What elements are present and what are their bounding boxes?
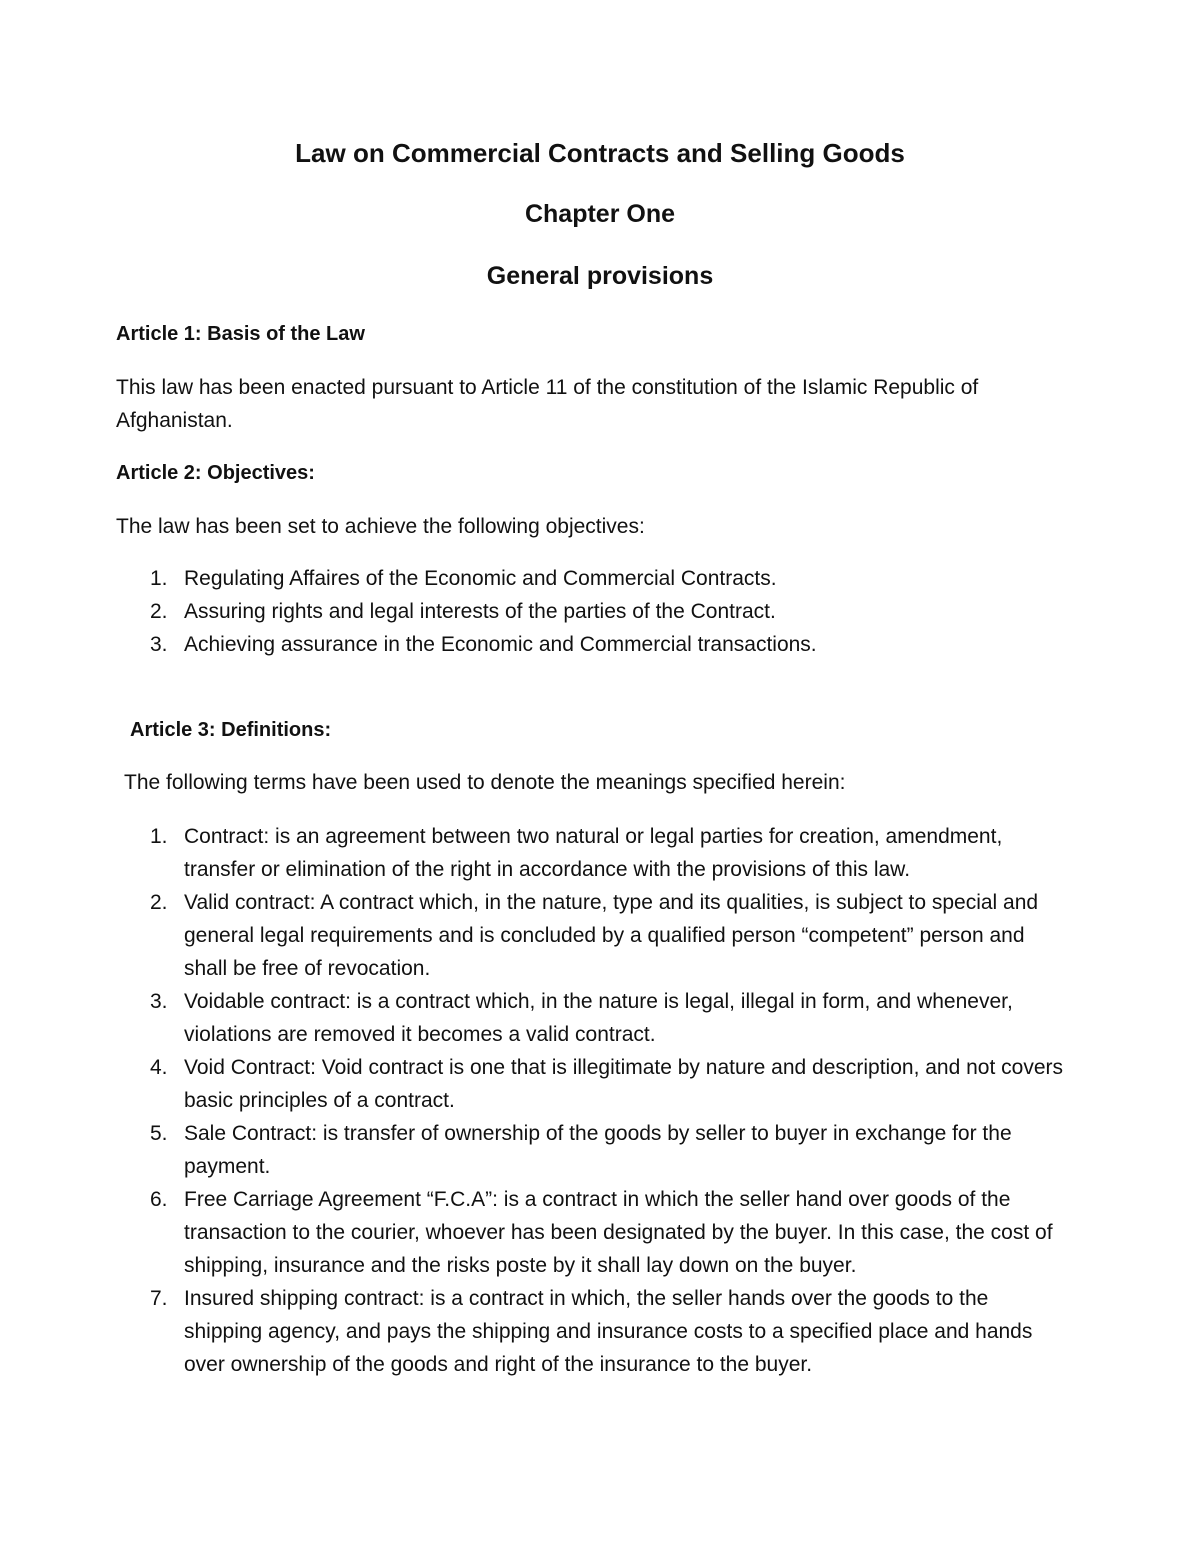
definitions-list [116,820,1066,1381]
list-item [116,886,1066,985]
article-1-text: This law has been enacted pursuant to Article 11 of the constitution of the Islamic Republic of Afghanistan. [116,376,979,432]
article-3-heading: Article 3: Definitions: [130,719,332,741]
list-item-text: Assuring rights and legal interests of the parties of the Contract. [184,600,776,623]
list-item-number: 1. [150,825,168,848]
list-item [116,1117,1066,1183]
list-item-text: Regulating Affaires of the Economic and Commercial Contracts. [184,567,777,590]
list-item-text: Free Carriage Agreement “F.C.A”: is a contract in which the seller hand over goods of the transaction to the courier, whoever has been designated by the buyer. In this case, the cost of shipping, insurance and the risks poste by it shall lay down on the buyer. [184,1188,1053,1277]
list-item-text: Void Contract: Void contract is one that is illegitimate by nature and description, and not covers basic principles of a contract. [184,1056,1063,1112]
article-1-heading: Article 1: Basis of the Law [116,323,365,345]
list-item-text: Contract: is an agreement between two natural or legal parties for creation, amendment, transfer or elimination of the right in accordance with the provisions of this law. [184,825,1003,881]
list-item [116,1051,1066,1117]
list-item [116,595,1066,628]
list-item-number: 1. [150,567,168,590]
objectives-list [116,562,1066,661]
section-heading: General provisions [486,262,714,290]
list-item [116,820,1066,886]
document-title: Law on Commercial Contracts and Selling Goods [295,138,905,168]
article-3-intro: The following terms have been used to denote the meanings specified herein: [124,771,846,794]
list-item-text: Voidable contract: is a contract which, in the nature is legal, illegal in form, and whenever, violations are removed it becomes a valid contract. [184,990,1013,1046]
list-item-number: 4. [150,1056,168,1079]
list-item-number: 2. [150,600,168,623]
list-item-text: Sale Contract: is transfer of ownership of the goods by seller to buyer in exchange for the payment. [184,1122,1012,1178]
list-item [116,1282,1066,1381]
list-item-number: 3. [150,633,168,656]
list-item-number: 7. [150,1287,168,1310]
list-item [116,1183,1066,1282]
list-item [116,985,1066,1051]
article-2-heading: Article 2: Objectives: [116,462,315,484]
list-item-text: Insured shipping contract: is a contract in which, the seller hands over the goods to the shipping agency, and pays the shipping and insurance costs to a specified place and hands over ownership of the goods and right of the insurance to the buyer. [184,1287,1033,1376]
list-item-text: Achieving assurance in the Economic and Commercial transactions. [184,633,817,656]
list-item [116,562,1066,595]
list-item-number: 6. [150,1188,168,1211]
list-item-number: 5. [150,1122,168,1145]
list-item [116,628,1066,661]
list-item-text: Valid contract: A contract which, in the nature, type and its qualities, is subject to special and general legal requirements and is concluded by a qualified person “competent” person and shall be free of revocation. [184,891,1039,980]
chapter-heading: Chapter One [524,200,676,228]
list-item-number: 3. [150,990,168,1013]
article-2-intro: The law has been set to achieve the following objectives: [116,515,645,538]
list-item-number: 2. [150,891,168,914]
